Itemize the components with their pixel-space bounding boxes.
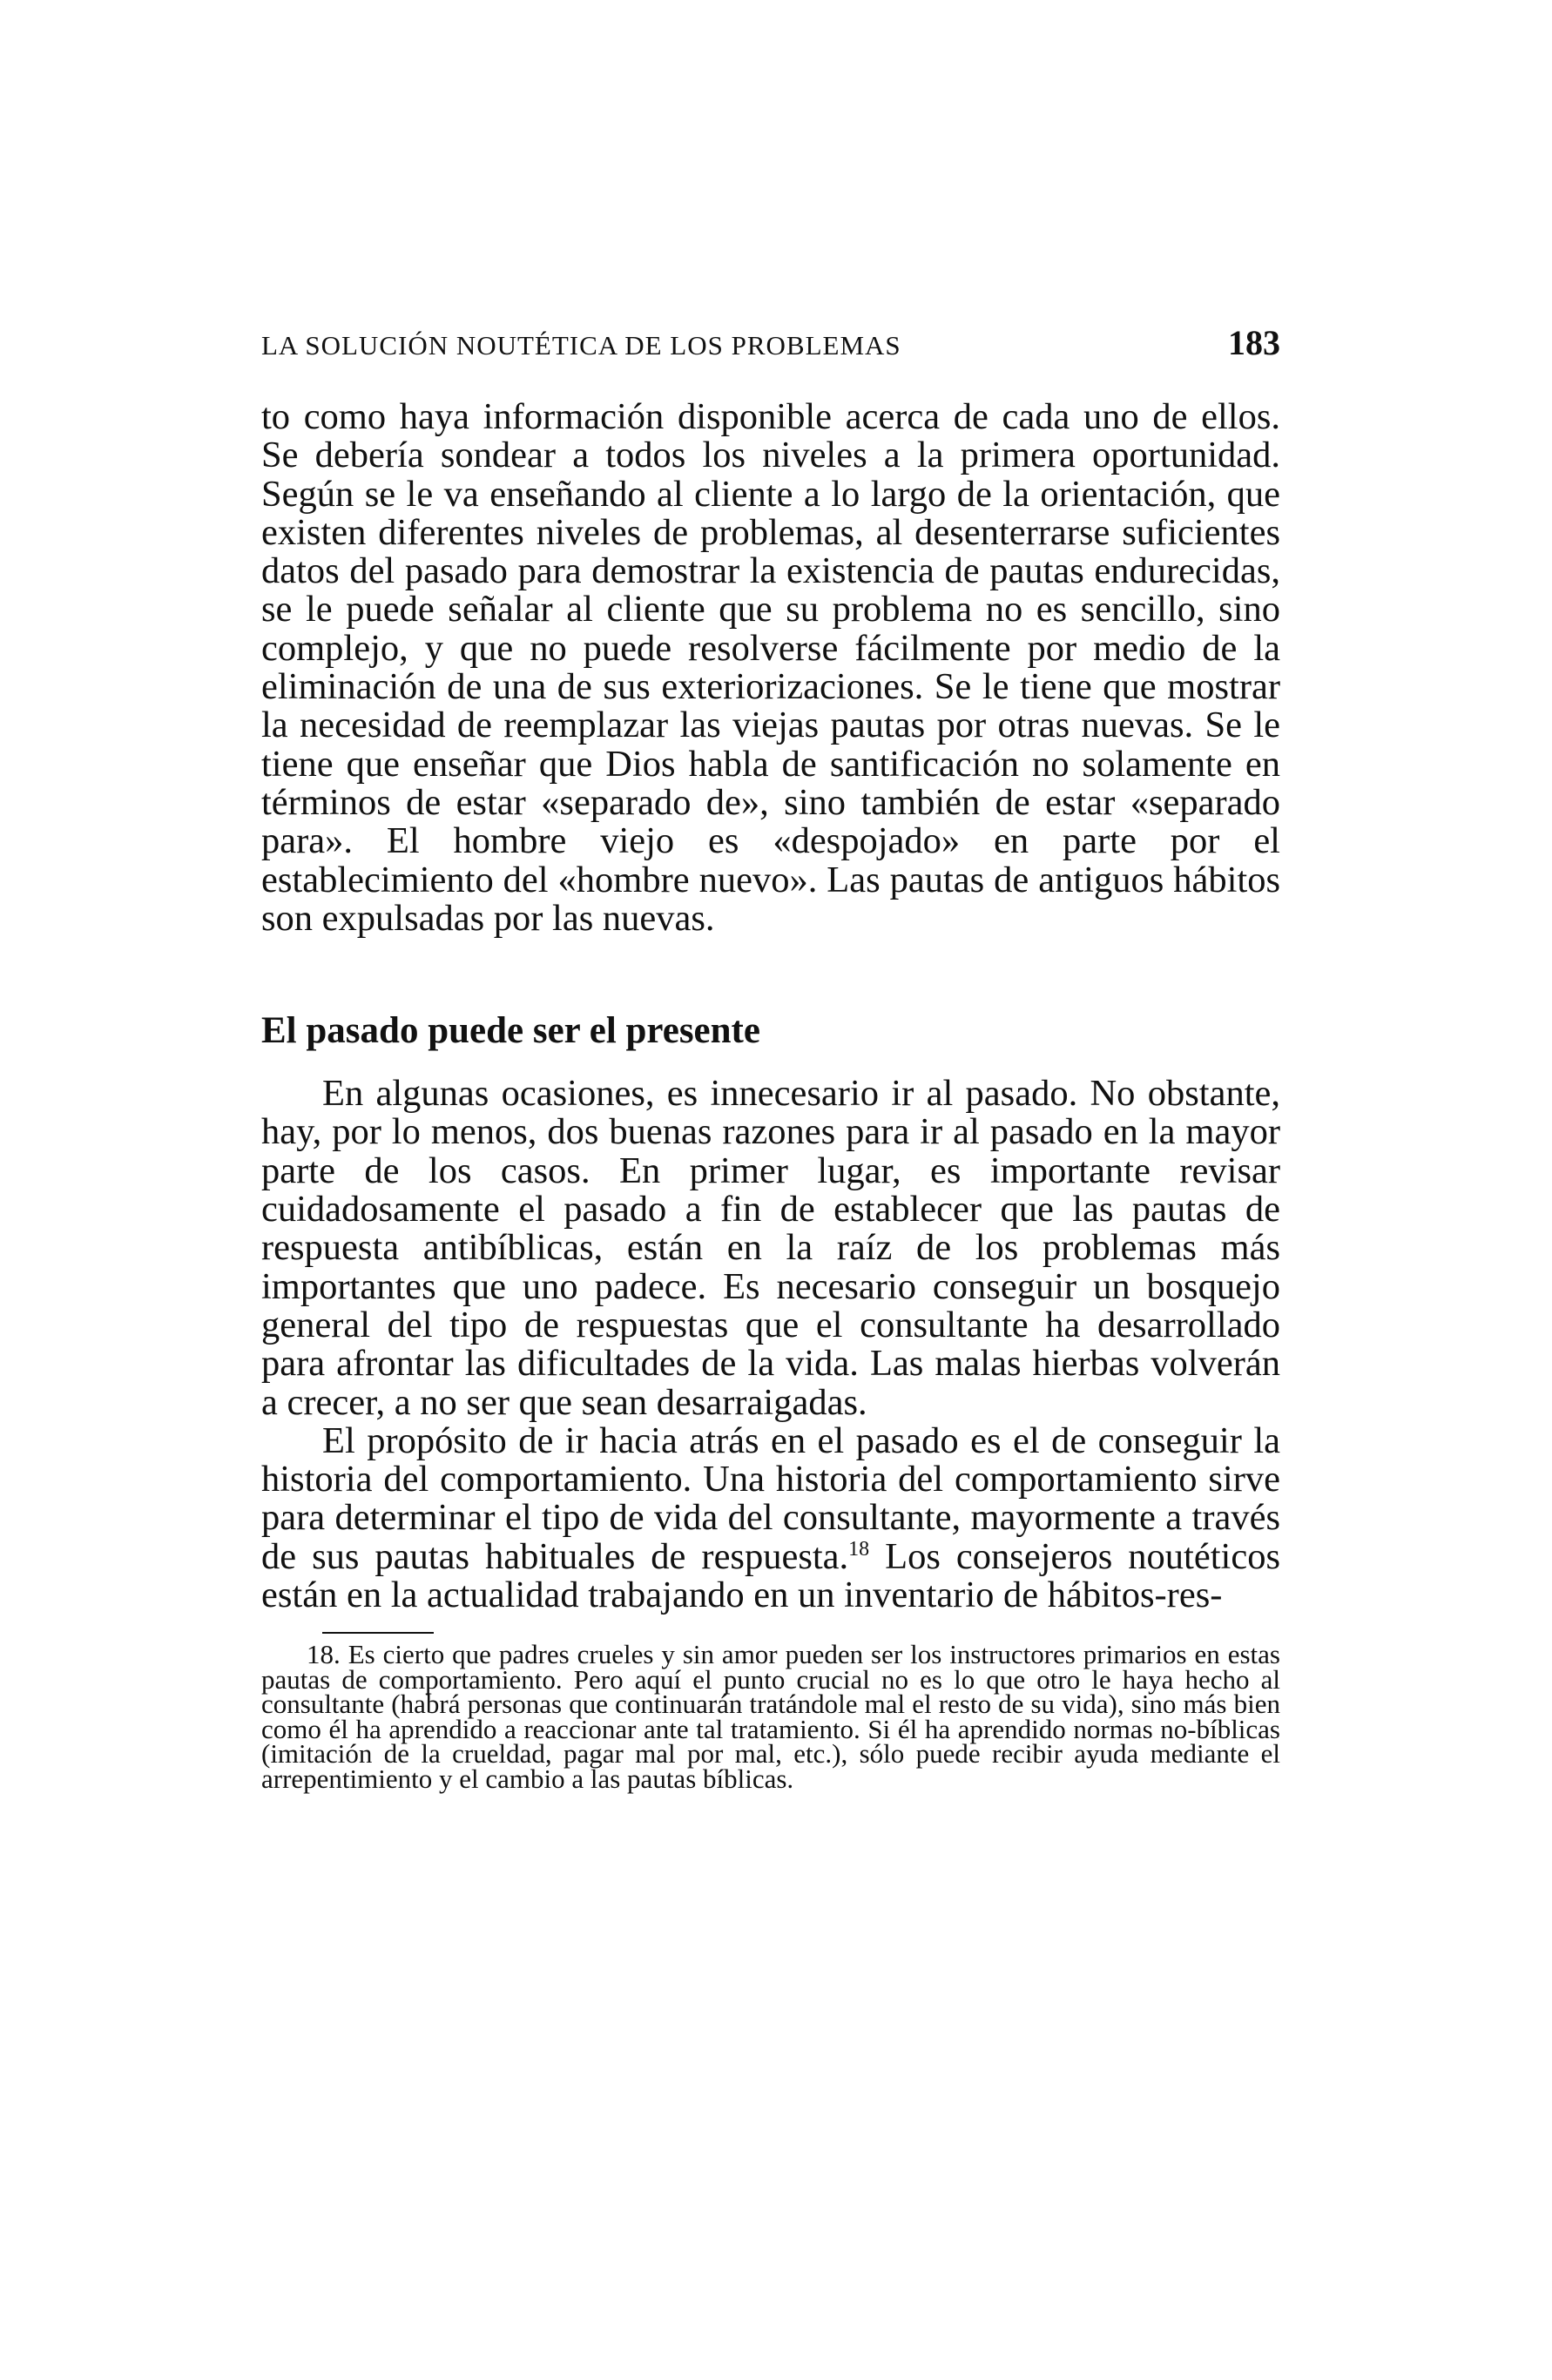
paragraph-continuation: to como haya información disponible acerca de cada uno de ellos. Se debería sondear a todos los niveles a la primera oportunidad. Según se le va enseñando al cliente a lo largo de la orientación, que existen diferentes niveles de problemas, al desenterrarse suficientes datos del pasado para demostrar la existencia de pautas endurecidas, se le puede señalar al cliente que su problema no es sencillo, sino complejo, y que no puede resolverse fácilmente por medio de la eliminación de una de sus exteriorizaciones. Se le tiene que mostrar la necesidad de reemplazar las viejas pautas por otras nuevas. Se le tiene que enseñar que Dios habla de santificación no solamente en términos de estar «separado de», sino también de estar «separado para». El hombre viejo es «despojado» en parte por el establecimiento del «hombre nuevo». Las pautas de antiguos hábitos son expulsadas por las nuevas. [261, 396, 1280, 939]
running-header [261, 322, 1280, 363]
paragraph [261, 1419, 1280, 1616]
footnote-number: 18. [307, 1639, 341, 1670]
footnote-divider [322, 1632, 434, 1634]
footnote-text [261, 1639, 1280, 1794]
paragraph-text: Los consejeros noutéticos están en la actualidad trabajando en un inventario de hábitos-res- [261, 1535, 1280, 1616]
paragraph: En algunas ocasiones, es innecesario ir al pasado. No obstante, hay, por lo menos, dos buenas razones para ir al pasado en la mayor parte de los casos. En primer lugar, es importante revisar cuidadosamente el pasado a fin de establecer que las pautas de respuesta antibíblicas, están en la raíz de los problemas más importantes que uno padece. Es necesario conseguir un bosquejo general del tipo de respuestas que el consultante ha desarrollado para afrontar las dificultades de la vida. Las malas hierbas volverán a crecer, a no ser que sean desarraigadas. [261, 1073, 1280, 1423]
running-title: LA SOLUCIÓN NOUTÉTICA DE LOS PROBLEMAS [261, 330, 901, 361]
page-number: 183 [1228, 323, 1280, 362]
section-heading: El pasado puede ser el presente [261, 1010, 760, 1052]
paragraph-text: El propósito de ir hacia atrás en el pasado es el de conseguir la historia del comportamiento. Una historia del comportamiento sirve para determinar el tipo de vida del consultante, mayormente a través de sus pautas habituales de respuesta. [261, 1419, 1280, 1577]
footnote-reference: 18 [848, 1537, 870, 1561]
book-page [261, 322, 1280, 1794]
footnote-body: Es cierto que padres crueles y sin amor pueden ser los instructores primarios en estas pautas de comportamiento. Pero aquí el punto crucial no es lo que otro le haya hecho al consultante (habrá personas que continuarán tratándole mal el resto de su vida), sino más bien como él ha aprendido a reaccionar ante tal tratamiento. Si él ha aprendido normas no-bíblicas (imitación de la crueldad, pagar mal por mal, etc.), sólo puede recibir ayuda mediante el arrepentimiento y el cambio a las pautas bíblicas. [261, 1639, 1280, 1794]
body-text [261, 398, 1280, 1615]
footnote [261, 1639, 1280, 1794]
